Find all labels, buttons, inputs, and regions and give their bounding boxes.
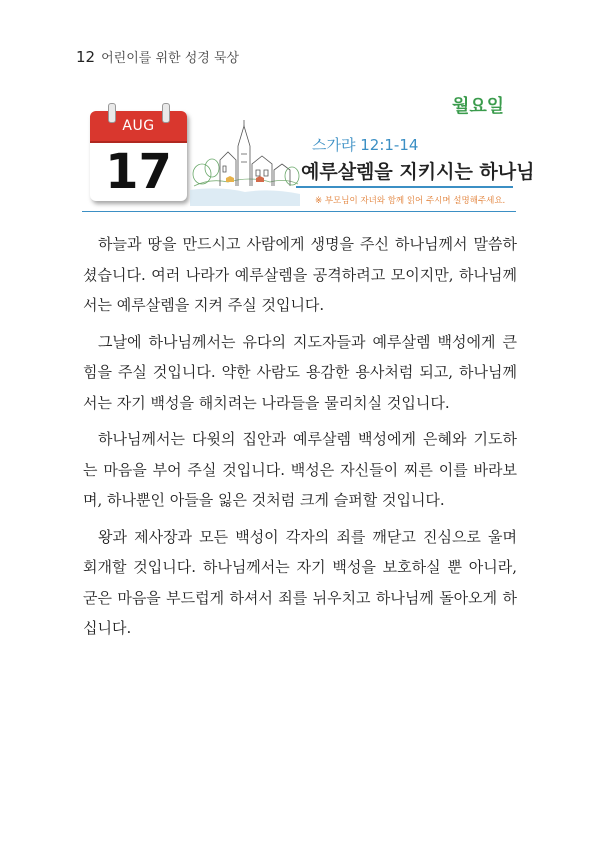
body-paragraph: 하늘과 땅을 만드시고 사람에게 생명을 주신 하나님께서 말씀하셨습니다. 여러 나라가 예루살렘을 공격하려고 모이지만, 하나님께서는 예루살렘을 지켜 주실 것입니다. xyxy=(83,235,517,314)
body-paragraph: 하나님께서는 다윗의 집안과 예루살렘 백성에게 은혜와 기도하는 마음을 부어 주실 것입니다. 백성은 자신들이 찌른 이를 바라보며, 하나뿐인 아들을 잃은 것처럼 크게 슬퍼할 것입니다. xyxy=(83,430,517,509)
book-title: 어린이를 위한 성경 묵상 xyxy=(101,51,240,66)
page-number: 12 xyxy=(76,48,96,66)
header-divider xyxy=(82,211,516,212)
calendar-header xyxy=(90,111,187,143)
scripture-reference: 스가랴 12:1-14 xyxy=(312,136,419,154)
calendar-ring-icon xyxy=(108,103,116,123)
calendar-icon xyxy=(90,103,189,201)
running-head xyxy=(76,47,239,66)
calendar-ring-icon xyxy=(162,103,170,123)
calendar-month: AUG xyxy=(122,118,155,134)
village-illustration xyxy=(190,116,300,206)
devotion-body xyxy=(83,229,517,650)
heading-underline xyxy=(296,186,513,188)
calendar-page xyxy=(90,111,187,201)
calendar-day: 17 xyxy=(105,144,172,200)
devotion-heading: 예루살렘을 지키시는 하나님 xyxy=(301,161,535,183)
weekday-label: 월요일 xyxy=(452,96,505,117)
body-paragraph: 그날에 하나님께서는 유다의 지도자들과 예루살렘 백성에게 큰 힘을 주실 것입니다. 약한 사람도 용감한 용사처럼 되고, 하나님께서는 자기 백성을 해치려는 나라들을 물리치실 것입니다. xyxy=(83,332,517,412)
parent-note: ※ 부모님이 자녀와 함께 읽어 주시며 설명해주세요. xyxy=(315,196,506,206)
body-paragraph: 왕과 제사장과 모든 백성이 각자의 죄를 깨닫고 진심으로 울며 회개할 것입니다. 하나님께서는 자기 백성을 보호하실 뿐 아니라, 굳은 마음을 부드럽게 하셔서 죄를 뉘우치고 하나님께 돌아오게 하십니다. xyxy=(83,527,517,637)
